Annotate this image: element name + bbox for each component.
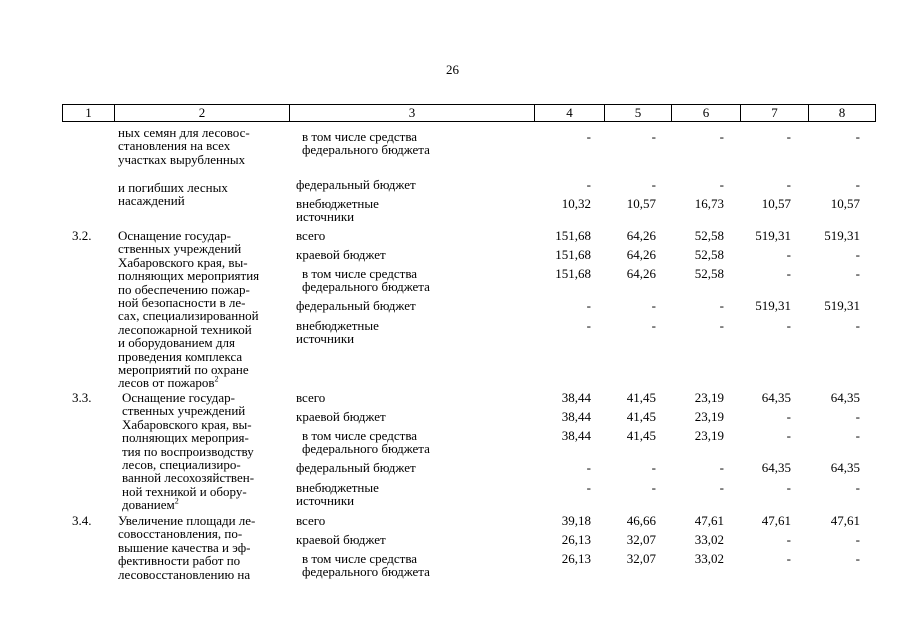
table-cell-value: - [651, 318, 656, 333]
funding-source-label [296, 533, 386, 546]
description-line: и оборудованием для [118, 335, 235, 351]
table-cell-value: - [855, 318, 860, 333]
table-cell-value: 10,32 [561, 196, 591, 211]
description-line: ных семян для лесовос- [118, 125, 250, 140]
table-cell-value: - [786, 318, 791, 333]
table-cell-value: - [651, 480, 656, 495]
table-cell-value: 10,57 [830, 196, 860, 211]
label-line: источники [296, 493, 355, 509]
description-line: лесопожарной техникой [118, 321, 252, 337]
table-cell-value: 64,35 [761, 460, 791, 475]
table-cell-value: 52,58 [694, 228, 724, 243]
table-cell-value: 26,13 [561, 551, 591, 566]
table-cell-value: 151,68 [555, 247, 591, 262]
table-cell-value: 52,58 [694, 247, 724, 262]
table-cell-value: 23,19 [694, 428, 724, 443]
table-cell-value: 47,61 [830, 513, 860, 528]
label-line: федерального бюджета [302, 279, 430, 295]
table-cell-value: 33,02 [694, 551, 724, 566]
table-cell-value: 64,26 [626, 228, 656, 243]
header-col-1: 1 [63, 105, 115, 121]
table-cell-value: 10,57 [761, 196, 791, 211]
table-cell-value: - [719, 177, 724, 192]
label-line: краевой бюджет [296, 532, 386, 547]
table-cell-value: - [719, 460, 724, 475]
table-cell-value: 32,07 [626, 551, 656, 566]
description-line: полняющих мероприятия [118, 268, 260, 284]
table-cell-value: 52,58 [694, 266, 724, 281]
table-cell-value: - [719, 318, 724, 333]
description-line: ной безопасности в ле- [118, 295, 246, 311]
table-cell-value: 26,13 [561, 532, 591, 547]
table-cell-value: - [719, 480, 724, 495]
label-line: федеральный бюджет [296, 298, 416, 313]
row-number: 3.4. [72, 513, 92, 528]
table-cell-value: - [855, 428, 860, 443]
description-line: Оснащение государ- [122, 390, 235, 405]
table-cell-value: - [586, 177, 591, 192]
table-cell-value: 32,07 [626, 532, 656, 547]
table-cell-value: 519,31 [824, 228, 860, 243]
table-cell-value: 64,26 [626, 247, 656, 262]
table-cell-value: - [855, 247, 860, 262]
table-cell-value: 47,61 [761, 513, 791, 528]
table-cell-value: 41,45 [626, 428, 656, 443]
table-cell-value: - [586, 129, 591, 144]
table-cell-value: 38,44 [561, 390, 591, 405]
funding-source-label [296, 514, 325, 527]
description-line: ственных учреждений [122, 403, 246, 419]
funding-source-label [296, 229, 325, 242]
funding-source-label [296, 197, 379, 224]
description-line: мероприятий по охране [118, 362, 249, 378]
funding-source-label [302, 429, 430, 456]
label-line: внебюджетные [296, 480, 379, 495]
header-col-3: 3 [290, 105, 535, 121]
description-line: ванной лесохозяйствен- [122, 470, 255, 486]
table-cell-value: - [855, 409, 860, 424]
label-line: внебюджетные [296, 196, 379, 211]
table-cell-value: - [786, 480, 791, 495]
footnote-mark: 2 [174, 496, 179, 506]
description-line: становления на всех [118, 138, 231, 154]
table-cell-value: 41,45 [626, 409, 656, 424]
label-line: федерального бюджета [302, 564, 430, 580]
table-cell-value: - [786, 247, 791, 262]
table-cell-value: 519,31 [755, 298, 791, 313]
table-cell-value: 39,18 [561, 513, 591, 528]
description-line: и погибших лесных [118, 180, 228, 195]
description-line: Увеличение площади ле- [118, 513, 256, 528]
table-cell-value: - [786, 428, 791, 443]
funding-source-label [296, 319, 379, 346]
table-cell-value: 64,35 [830, 460, 860, 475]
header-col-6: 6 [672, 105, 741, 121]
table-cell-value: 151,68 [555, 266, 591, 281]
description-line: участках вырубленных [118, 151, 246, 167]
description-line: тия по воспроизводству [122, 443, 254, 459]
funding-source-label [296, 461, 416, 474]
description-line: Хабаровского края, вы- [122, 416, 252, 432]
label-line: внебюджетные [296, 318, 379, 333]
label-line: в том числе средства [302, 551, 418, 566]
table-cell-value: 23,19 [694, 390, 724, 405]
label-line: краевой бюджет [296, 409, 386, 424]
label-line: федерального бюджета [302, 142, 430, 158]
table-cell-value: - [786, 129, 791, 144]
table-cell-value: - [651, 460, 656, 475]
description-line: проведения комплекса [118, 348, 243, 364]
description-line: сах, специализированной [118, 308, 259, 324]
description-line: лесовосстановлению на [118, 566, 251, 582]
table-cell-value: 46,66 [626, 513, 656, 528]
description-line: насаждений [118, 193, 185, 209]
table-cell-value: 10,57 [626, 196, 656, 211]
funding-source-label [302, 130, 430, 157]
description-line: дованием$^2$ [122, 496, 179, 513]
page-number: 26 [446, 62, 459, 77]
table-header [62, 104, 876, 122]
table-cell-value: 41,45 [626, 390, 656, 405]
table-cell-value: - [786, 551, 791, 566]
table-cell-value: - [586, 480, 591, 495]
table-cell-value: - [786, 266, 791, 281]
label-line: в том числе средства [302, 266, 418, 281]
table-cell-value: - [855, 266, 860, 281]
description-line: лесов, специализиро- [122, 457, 241, 473]
table-cell-value: - [586, 298, 591, 313]
table-cell-value: - [586, 460, 591, 475]
label-line: всего [296, 513, 326, 528]
header-col-4: 4 [535, 105, 605, 121]
label-line: федерального бюджета [302, 441, 430, 457]
table-cell-value: 16,73 [694, 196, 724, 211]
table-cell-value: 38,44 [561, 409, 591, 424]
description-line: лесов от пожаров$^2$ [118, 375, 219, 391]
footnote-mark: 2 [214, 375, 219, 385]
row-number: 3.2. [72, 228, 92, 243]
header-col-7: 7 [741, 105, 809, 121]
row-description [122, 391, 254, 512]
label-line: федеральный бюджет [296, 177, 416, 192]
table-cell-value: 151,68 [555, 228, 591, 243]
funding-source-label [296, 481, 379, 508]
funding-source-label [296, 178, 416, 191]
table-cell-value: - [651, 129, 656, 144]
label-line: всего [296, 228, 326, 243]
table-cell-value: - [651, 298, 656, 313]
table-cell-value: - [855, 480, 860, 495]
description-line: ственных учреждений [118, 241, 242, 257]
table-cell-value: - [786, 177, 791, 192]
funding-source-label [296, 410, 386, 423]
row-description [118, 229, 259, 390]
description-line: фективности работ по [118, 553, 241, 569]
label-line: источники [296, 209, 355, 225]
table-cell-value: 519,31 [755, 228, 791, 243]
table-cell-value: - [855, 551, 860, 566]
header-col-8: 8 [838, 105, 846, 120]
description-line: вышение качества и эф- [118, 539, 251, 555]
table-cell-value: 47,61 [694, 513, 724, 528]
label-line: источники [296, 331, 355, 347]
table-cell-value: 23,19 [694, 409, 724, 424]
table-cell-value: 33,02 [694, 532, 724, 547]
table-cell-value: - [786, 532, 791, 547]
funding-source-label [302, 267, 430, 294]
funding-source-label [296, 391, 325, 404]
funding-source-label [296, 299, 416, 312]
funding-source-label [296, 248, 386, 261]
table-cell-value: 38,44 [561, 428, 591, 443]
row-description [118, 126, 250, 166]
row-description [118, 181, 228, 208]
label-line: краевой бюджет [296, 247, 386, 262]
description-line: Оснащение государ- [118, 228, 231, 243]
table-cell-value: 64,35 [761, 390, 791, 405]
table-cell-value: - [719, 298, 724, 313]
table-cell-value: - [855, 532, 860, 547]
table-cell-value: - [719, 129, 724, 144]
row-description [118, 514, 255, 581]
label-line: всего [296, 390, 326, 405]
table-cell-value: - [786, 409, 791, 424]
label-line: федеральный бюджет [296, 460, 416, 475]
description-line: ной техникой и обору- [122, 483, 247, 499]
header-col-2: 2 [115, 105, 290, 121]
table-cell-value: 64,35 [830, 390, 860, 405]
table-cell-value: - [651, 177, 656, 192]
label-line: в том числе средства [302, 428, 418, 443]
description-line: по обеспечению пожар- [118, 281, 250, 297]
description-line: полняющих мероприя- [122, 430, 249, 446]
row-number: 3.3. [72, 390, 92, 405]
label-line: в том числе средства [302, 129, 418, 144]
description-line: Хабаровского края, вы- [118, 254, 248, 270]
funding-source-label [302, 552, 430, 579]
description-line: совосстановления, по- [118, 526, 243, 542]
table-cell-value: - [855, 177, 860, 192]
header-col-5: 5 [605, 105, 672, 121]
table-cell-value: - [586, 318, 591, 333]
table-cell-value: - [855, 129, 860, 144]
table-cell-value: 519,31 [824, 298, 860, 313]
table-cell-value: 64,26 [626, 266, 656, 281]
